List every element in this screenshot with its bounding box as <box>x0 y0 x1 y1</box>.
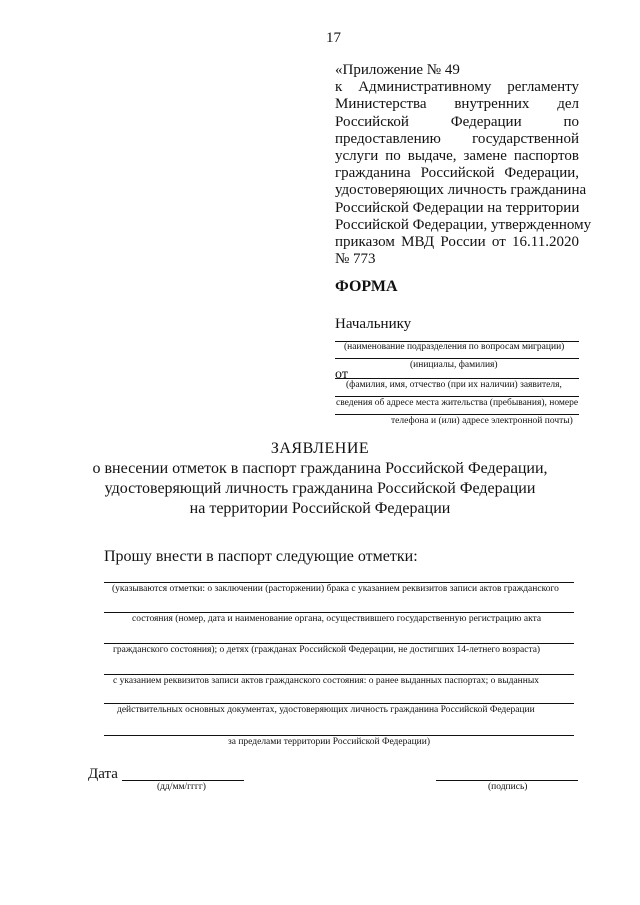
appendix-line: услуги по выдаче, замене паспортов <box>335 148 579 165</box>
marks-fill-line[interactable] <box>104 612 574 613</box>
marks-caption: (указываются отметки: о заключении (расторжении) брака с указанием реквизитов записи актов гражданского <box>112 584 559 594</box>
appendix-line: Российской Федерации, утвержденному <box>335 216 592 233</box>
appendix-line: Российской Федерации по <box>335 113 579 130</box>
appendix-line: приказом МВД России от 16.11.2020 <box>335 234 579 251</box>
applicant-caption: (фамилия, имя, отчество (при их наличии) заявителя, <box>346 380 562 390</box>
statement-subtitle-line: о внесении отметок в паспорт гражданина Российской Федерации, <box>92 460 548 477</box>
marks-fill-line[interactable] <box>104 582 574 583</box>
from-label: от <box>335 367 348 382</box>
marks-fill-line[interactable] <box>104 735 574 736</box>
initials-fill-line[interactable] <box>335 358 579 359</box>
marks-caption: с указанием реквизитов записи актов гражданского состояния: о ранее выданных паспортах; о выданных <box>113 676 539 686</box>
address-caption: сведения об адресе места жительства (пребывания), номере <box>336 398 579 408</box>
appendix-line: Министерства внутренних дел <box>335 96 579 113</box>
marks-fill-line[interactable] <box>104 643 574 644</box>
appendix-header <box>335 62 592 268</box>
appendix-line: предоставлению государственной <box>335 130 579 147</box>
form-label: ФОРМА <box>335 278 398 295</box>
statement-subtitle-line: удостоверяющий личность гражданина Российской Федерации <box>104 480 536 497</box>
page-number: 17 <box>326 30 341 46</box>
appendix-line: гражданина Российской Федерации, <box>335 165 579 182</box>
marks-caption: за пределами территории Российской Федерации) <box>228 737 430 747</box>
marks-caption: состояния (номер, дата и наименование органа, осуществившего государственную регистрацию акта <box>132 614 542 624</box>
appendix-line: Российской Федерации на территории <box>335 199 580 216</box>
appendix-line: к Административному регламенту <box>335 79 579 96</box>
marks-caption: гражданского состояния); о детях (гражданах Российской Федерации, не достигших 14-летнего возраста) <box>113 645 541 655</box>
request-text: Прошу внести в паспорт следующие отметки: <box>104 548 418 565</box>
address-fill-line[interactable] <box>335 396 579 397</box>
signature-fill-line[interactable] <box>436 780 578 781</box>
appendix-line: «Приложение № 49 <box>335 62 460 78</box>
appendix-line: удостоверяющих личность гражданина <box>335 182 587 199</box>
date-fill-line[interactable] <box>122 780 244 781</box>
signature-caption: (подпись) <box>488 782 528 792</box>
date-caption: (дд/мм/гггг) <box>157 782 206 792</box>
contacts-caption: телефона и (или) адресе электронной почты) <box>391 416 573 426</box>
marks-fill-line[interactable] <box>104 674 574 675</box>
addressee-label: Начальнику <box>335 316 412 332</box>
marks-caption: действительных основных документах, удостоверяющих личность гражданина Российской Федерации <box>117 705 535 715</box>
contacts-fill-line[interactable] <box>335 414 579 415</box>
statement-title: ЗАЯВЛЕНИЕ <box>270 440 370 457</box>
division-caption: (наименование подразделения по вопросам миграции) <box>344 342 565 352</box>
statement-subtitle-line: на территории Российской Федерации <box>189 500 451 517</box>
appendix-line: № 773 <box>335 251 376 268</box>
initials-caption: (инициалы, фамилия) <box>410 360 498 370</box>
applicant-fill-line[interactable] <box>335 378 579 379</box>
date-label: Дата <box>88 766 118 782</box>
marks-fill-line[interactable] <box>104 703 574 704</box>
